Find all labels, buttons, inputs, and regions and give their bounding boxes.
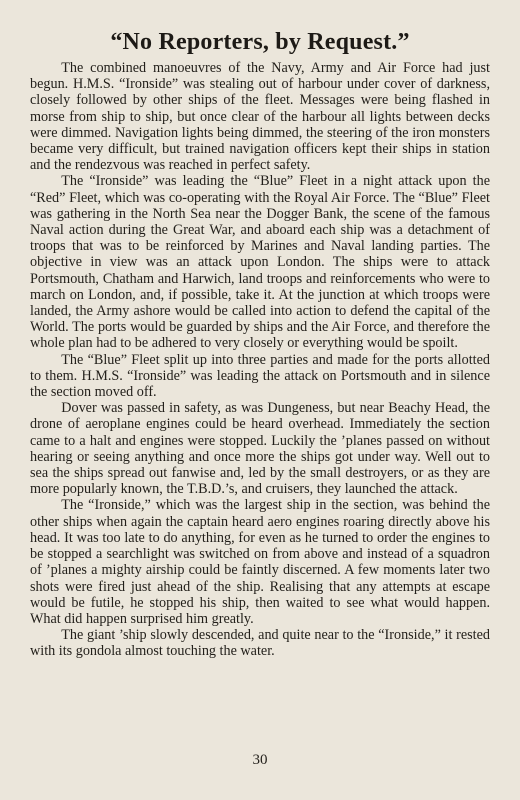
paragraph-4: Dover was passed in safety, as was Dungeness, but near Beachy Head, the drone of aeroplane engines could be heard overhead. Immediately the section came to a halt and engines were stopped. Luckily the ’planes passed on without hearing or seeing anything and once more the ships got under way. Well out to sea the ships spread out fanwise and, led by the small destroyers, or as they are more popularly known, the T.B.D.’s, and cruisers, they launched the attack. [30, 400, 490, 498]
chapter-title: “No Reporters, by Request.” [110, 29, 410, 55]
body-text [30, 60, 490, 660]
paragraph-6: The giant ’ship slowly descended, and quite near to the “Ironside,” it rested with its gondola almost touching the water. [30, 627, 490, 660]
page-number: 30 [252, 752, 268, 768]
paragraph-1: The combined manoeuvres of the Navy, Army and Air Force had just begun. H.M.S. “Ironside” was stealing out of harbour under cover of darkness, closely followed by other ships of the fleet. Messages were being flashed in morse from ship to ship, but once clear of the harbour all lights between decks were dimmed. Navigation lights being dimmed, the steering of the iron monsters became very difficult, but trained navigation officers kept their ships in station and the rendezvous was reached in perfect safety. [30, 60, 490, 174]
paragraph-3: The “Blue” Fleet split up into three parties and made for the ports allotted to them. H.M.S. “Ironside” was leading the attack on Portsmouth and in silence the section moved off. [30, 351, 490, 401]
paragraph-5: The “Ironside,” which was the largest ship in the section, was behind the other ships when again the captain heard aero engines roaring directly above his head. It was too late to do anything, for even as he turned to order the engines to be stopped a searchlight was switched on from above and instead of a squadron of ’planes a mighty airship could be faintly discerned. A few moments later two shots were fired just ahead of the ship. Realising that any attempts at escape would be futile, he stopped his ship, then waited to see what would happen. What did happen surprised him greatly. [30, 497, 490, 627]
paragraph-2: The “Ironside” was leading the “Blue” Fleet in a night attack upon the “Red” Fleet, which was co-operating with the Royal Air Force. The “Blue” Fleet was gathering in the North Sea near the Dogger Bank, the scene of the famous Naval action during the Great War, and aboard each ship was a detachment of troops that was to be reinforced by Marines and Naval landing parties. The objective in view was an attack upon London. The ships were to attack Portsmouth, Chatham and Harwich, land troops and reinforcements who were to march on London, and, if possible, take it. At the junction at which troops were landed, the Army ashore would be called into action to defend the capital of the World. The ports would be guarded by ships and the Air Force, and therefore the whole plan had to be adhered to very closely or everything would be spoilt. [30, 173, 490, 352]
